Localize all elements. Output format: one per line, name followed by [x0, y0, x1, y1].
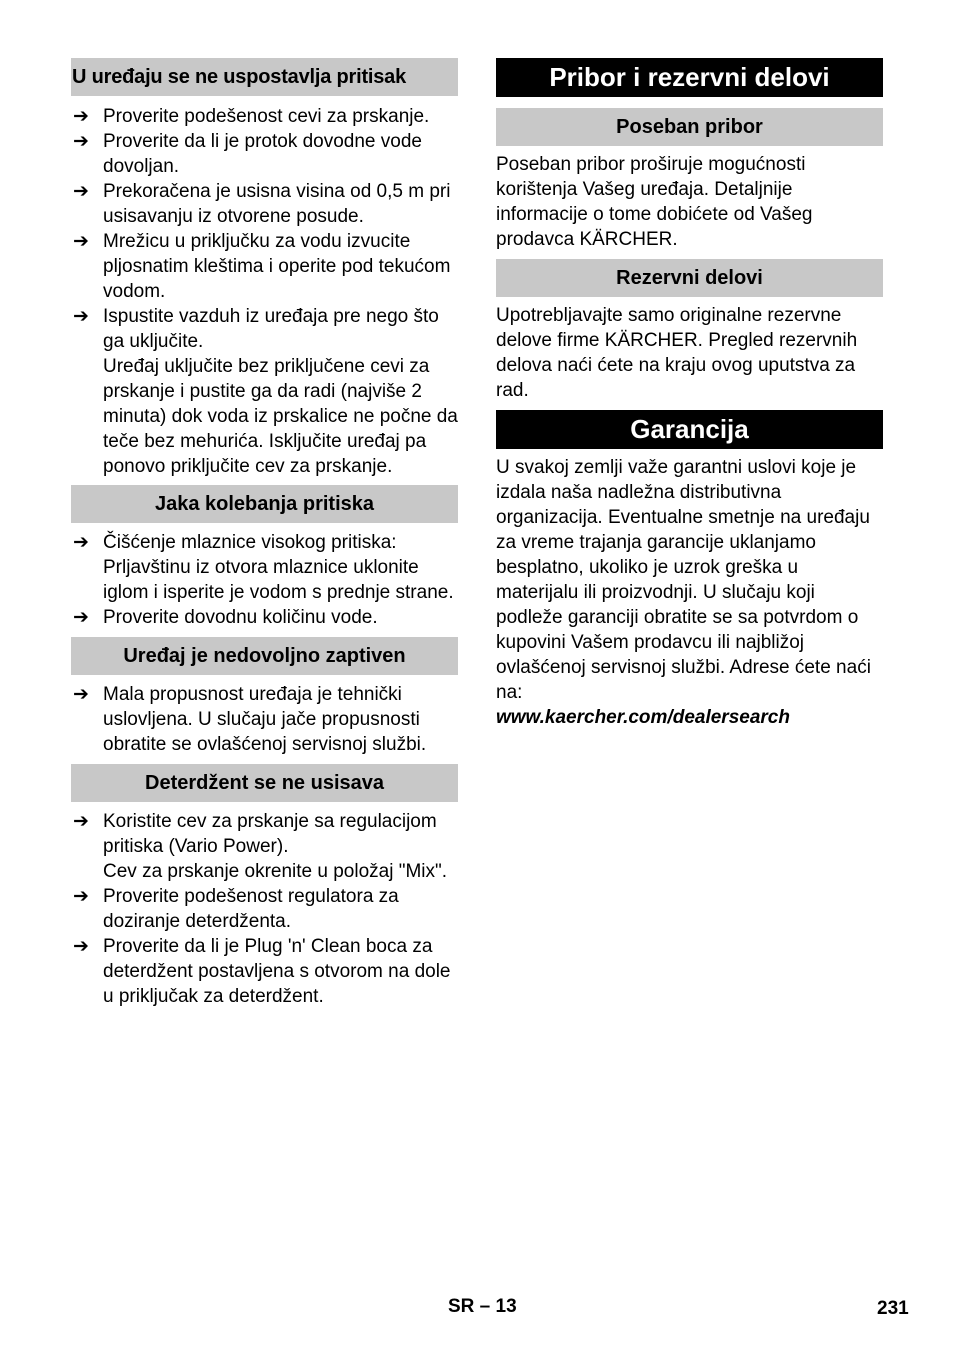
- arrow-right-icon: ➔: [73, 684, 89, 705]
- list-item: ➔ Proverite podešenost regulatora za doziranje deterdženta.: [73, 886, 399, 932]
- special-accessories-text: Poseban pribor proširuje mogućnosti korištenja Vašeg uređaja. Detaljnije informacije o tome dobićete od Vašeg prodavca KÄRCHER.: [496, 154, 813, 250]
- right-column: [496, 58, 883, 730]
- detergent-list: [71, 809, 458, 1009]
- leak-list: [71, 682, 458, 757]
- left-column: [71, 58, 458, 1009]
- list-item: ➔ Ispustite vazduh iz uređaja pre nego što ga uključite. Uređaj uključite bez priključene cevi za prskanje i pustite ga da radi (najviše 2 minuta) dok voda iz prskalice ne počne da teče bez mehurića. Isključite uređaj pa ponovo priključite cev za prskanje.: [73, 306, 458, 477]
- section-heading-detergent: Deterdžent se ne usisava: [71, 764, 458, 802]
- list-item: ➔ Proverite podešenost cevi za prskanje.: [73, 106, 430, 127]
- section-heading-pressure-fluctuation: Jaka kolebanja pritiska: [71, 485, 458, 523]
- list-item: ➔ Prekoračena je usisna visina od 0,5 m pri usisavanju iz otvorene posude.: [73, 181, 451, 227]
- arrow-right-icon: ➔: [73, 811, 89, 832]
- list-item: ➔ Proverite da li je protok dovodne vode dovoljan.: [73, 131, 422, 177]
- arrow-right-icon: ➔: [73, 181, 89, 202]
- page-number: 231: [877, 1298, 909, 1319]
- section-page-label: SR – 13: [448, 1296, 517, 1317]
- arrow-right-icon: ➔: [73, 106, 89, 127]
- note-text: Cev za prskanje okrenite u položaj "Mix".: [103, 861, 448, 882]
- pressure-fluctuation-list: [71, 530, 458, 630]
- list-item: ➔ Proverite dovodnu količinu vode.: [73, 607, 378, 628]
- list-item: ➔ Koristite cev za prskanje sa regulacijom pritiska (Vario Power). Cev za prskanje okrenite u položaj "Mix".: [73, 811, 448, 882]
- arrow-right-icon: ➔: [73, 886, 89, 907]
- list-item: ➔ Mala propusnost uređaja je tehnički uslovljena. U slučaju jače propusnosti obratite se ovlašćenoj servisnoj službi.: [73, 684, 427, 755]
- main-heading-accessories: Pribor i rezervni delovi: [496, 58, 883, 97]
- spare-parts-text: Upotrebljavajte samo originalne rezervne delove firme KÄRCHER. Pregled rezervnih delova naći ćete na kraju ovog uputstva za rad.: [496, 305, 858, 401]
- no-pressure-list: [71, 104, 458, 479]
- list-item: ➔ Čišćenje mlaznice visokog pritiska: Prljavštinu iz otvora mlaznice uklonite iglom i isperite je vodom s prednje strane.: [73, 532, 454, 603]
- arrow-right-icon: ➔: [73, 532, 89, 553]
- main-heading-warranty: Garancija: [496, 410, 883, 449]
- arrow-right-icon: ➔: [73, 231, 89, 252]
- arrow-right-icon: ➔: [73, 131, 89, 152]
- arrow-right-icon: ➔: [73, 306, 89, 327]
- section-heading-special-accessories: Poseban pribor: [496, 108, 883, 146]
- dealer-search-link[interactable]: www.kaercher.com/dealersearch: [496, 707, 790, 728]
- section-heading-spare-parts: Rezervni delovi: [496, 259, 883, 297]
- note-text: Uređaj uključite bez priključene cevi za prskanje i pustite ga da radi (najviše 2 minuta) dok voda iz prskalice ne počne da teče bez mehurića. Isključite uređaj pa ponovo priključite cev za prskanje.: [103, 356, 458, 477]
- arrow-right-icon: ➔: [73, 607, 89, 628]
- arrow-right-icon: ➔: [73, 936, 89, 957]
- warranty-text: U svakoj zemlji važe garantni uslovi koje je izdala naša nadležna distributivna organizacija. Eventualne smetnje na uređaju za vreme trajanja garancije uklanjamo besplatno, ukoliko je uzrok greška u materijalu ili proizvodnji. U slučaju koji podleže garanciji obratite se sa potvrdom o kupovini Vašem prodavcu ili najbližoj ovlašćenoj servisnoj službi. Adrese ćete naći na:: [496, 457, 871, 703]
- list-item: ➔ Mrežicu u priključku za vodu izvucite pljosnatim kleštima i operite pod tekućom vodom.: [73, 231, 451, 302]
- section-heading-leak: Uređaj je nedovoljno zaptiven: [71, 637, 458, 675]
- list-item: ➔ Proverite da li je Plug 'n' Clean boca za deterdžent postavljena s otvorom na dole u priključak za deterdžent.: [73, 936, 451, 1007]
- section-heading-no-pressure: U uređaju se ne uspostavlja pritisak: [71, 58, 458, 96]
